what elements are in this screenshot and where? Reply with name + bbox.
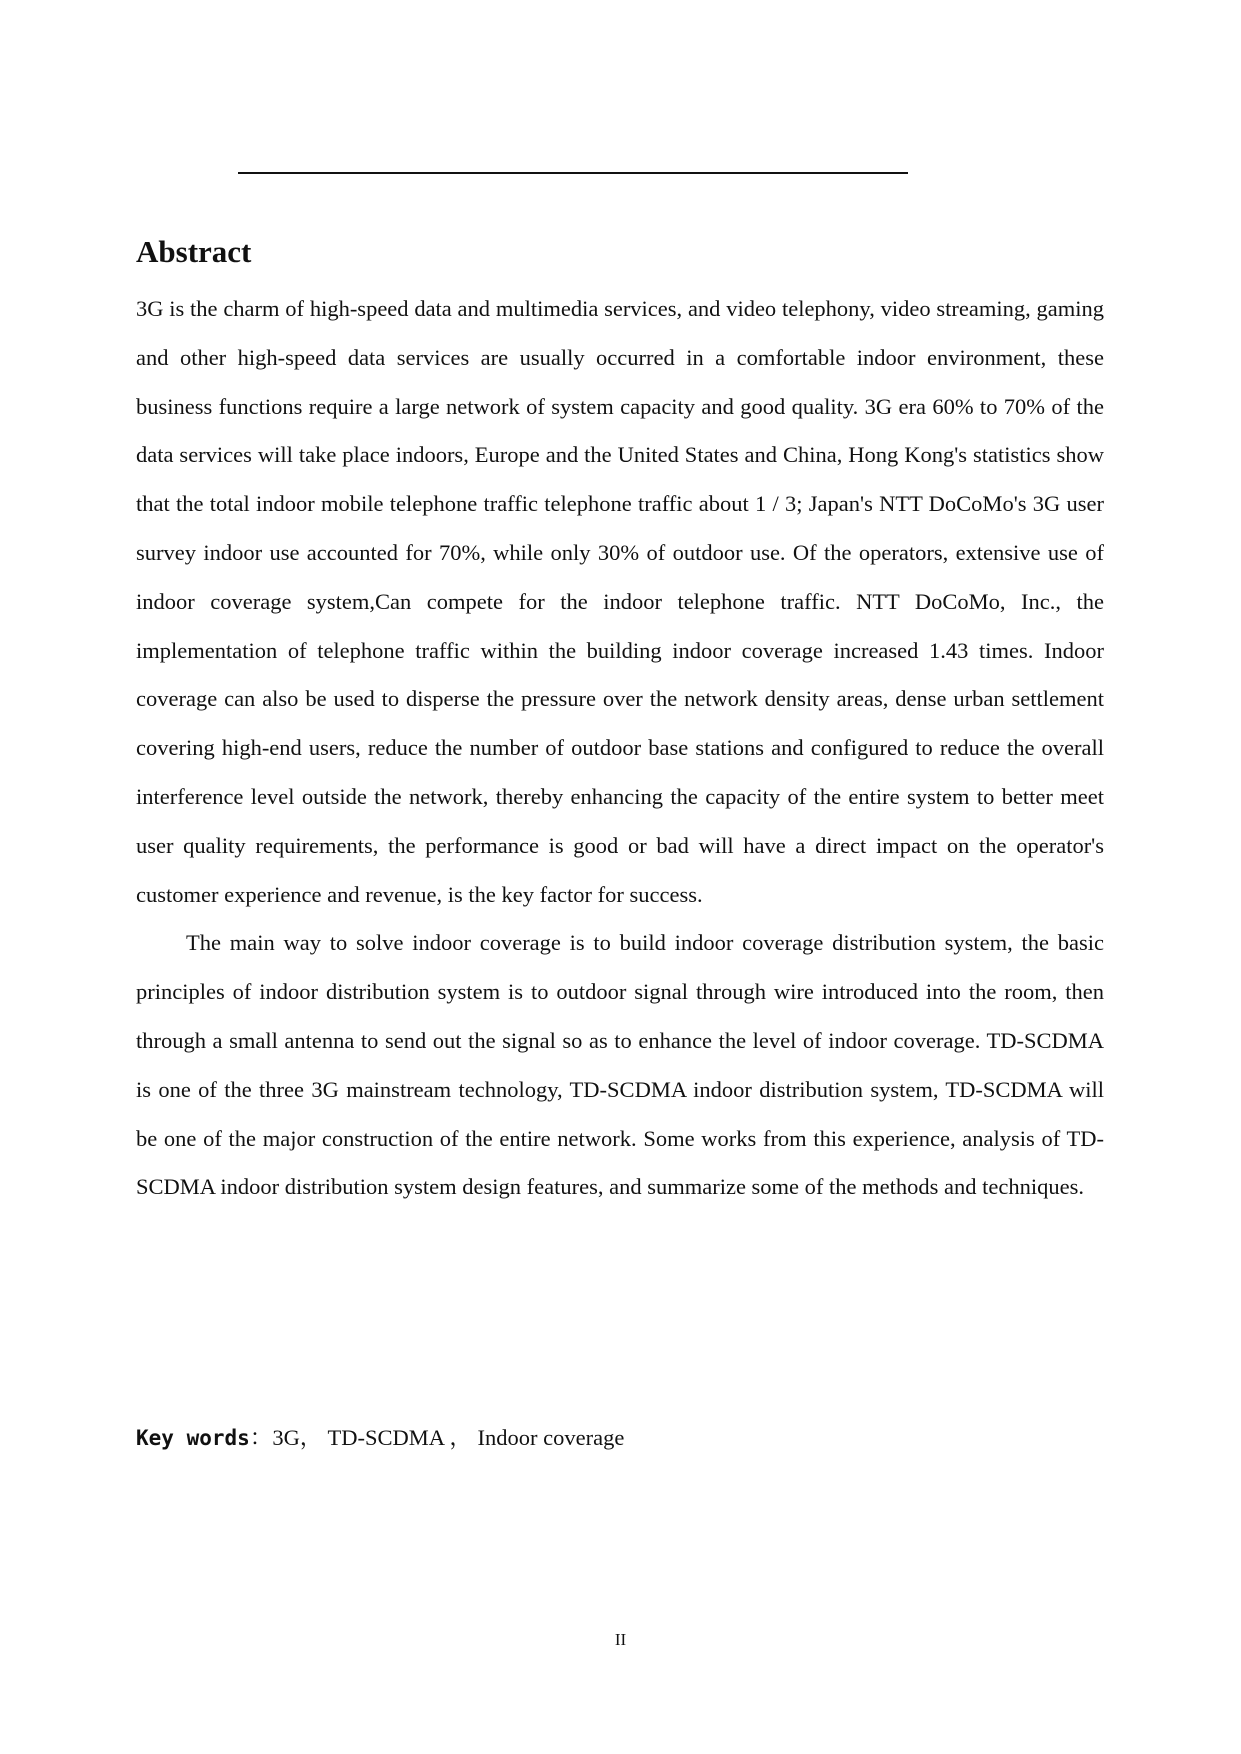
header-rule [238, 172, 908, 174]
abstract-heading: Abstract [136, 234, 252, 269]
abstract-body [136, 285, 1104, 1212]
keywords-separator: ： [249, 1425, 273, 1450]
keywords-line [136, 1418, 624, 1458]
abstract-paragraph-2: The main way to solve indoor coverage is to build indoor coverage distribution system, the basic principles of indoor distribution system is to outdoor signal through wire introduced into the room, then through a small antenna to send out the signal so as to enhance the level of indoor coverage. TD-SCDMA is one of the three 3G mainstream technology, TD-SCDMA indoor distribution system, TD-SCDMA will be one of the major construction of the entire network. Some works from this experience, analysis of TD-SCDMA indoor distribution system design features, and summarize some of the methods and techniques. [136, 930, 1104, 1200]
keywords-label: Key words [136, 1426, 250, 1450]
page-number: II [614, 1630, 627, 1649]
keywords-text: 3G， TD-SCDMA ， Indoor coverage [272, 1425, 625, 1450]
abstract-paragraph-1: 3G is the charm of high-speed data and multimedia services, and video telephony, video streaming, gaming and other high-speed data services are usually occurred in a comfortable indoor environment, these business functions require a large network of system capacity and good quality. 3G era 60% to 70% of the data services will take place indoors, Europe and the United States and China, Hong Kong's statistics show that the total indoor mobile telephone traffic telephone traffic about 1 / 3; Japan's NTT DoCoMo's 3G user survey indoor use accounted for 70%, while only 30% of outdoor use. Of the operators, extensive use of indoor coverage system,Can compete for the indoor telephone traffic. NTT DoCoMo, Inc., the implementation of telephone traffic within the building indoor coverage increased 1.43 times. Indoor coverage can also be used to disperse the pressure over the network density areas, dense urban settlement covering high-end users, reduce the number of outdoor base stations and configured to reduce the overall interference level outside the network, thereby enhancing the capacity of the entire system to better meet user quality requirements, the performance is good or bad will have a direct impact on the operator's customer experience and revenue, is the key factor for success. [136, 296, 1104, 907]
